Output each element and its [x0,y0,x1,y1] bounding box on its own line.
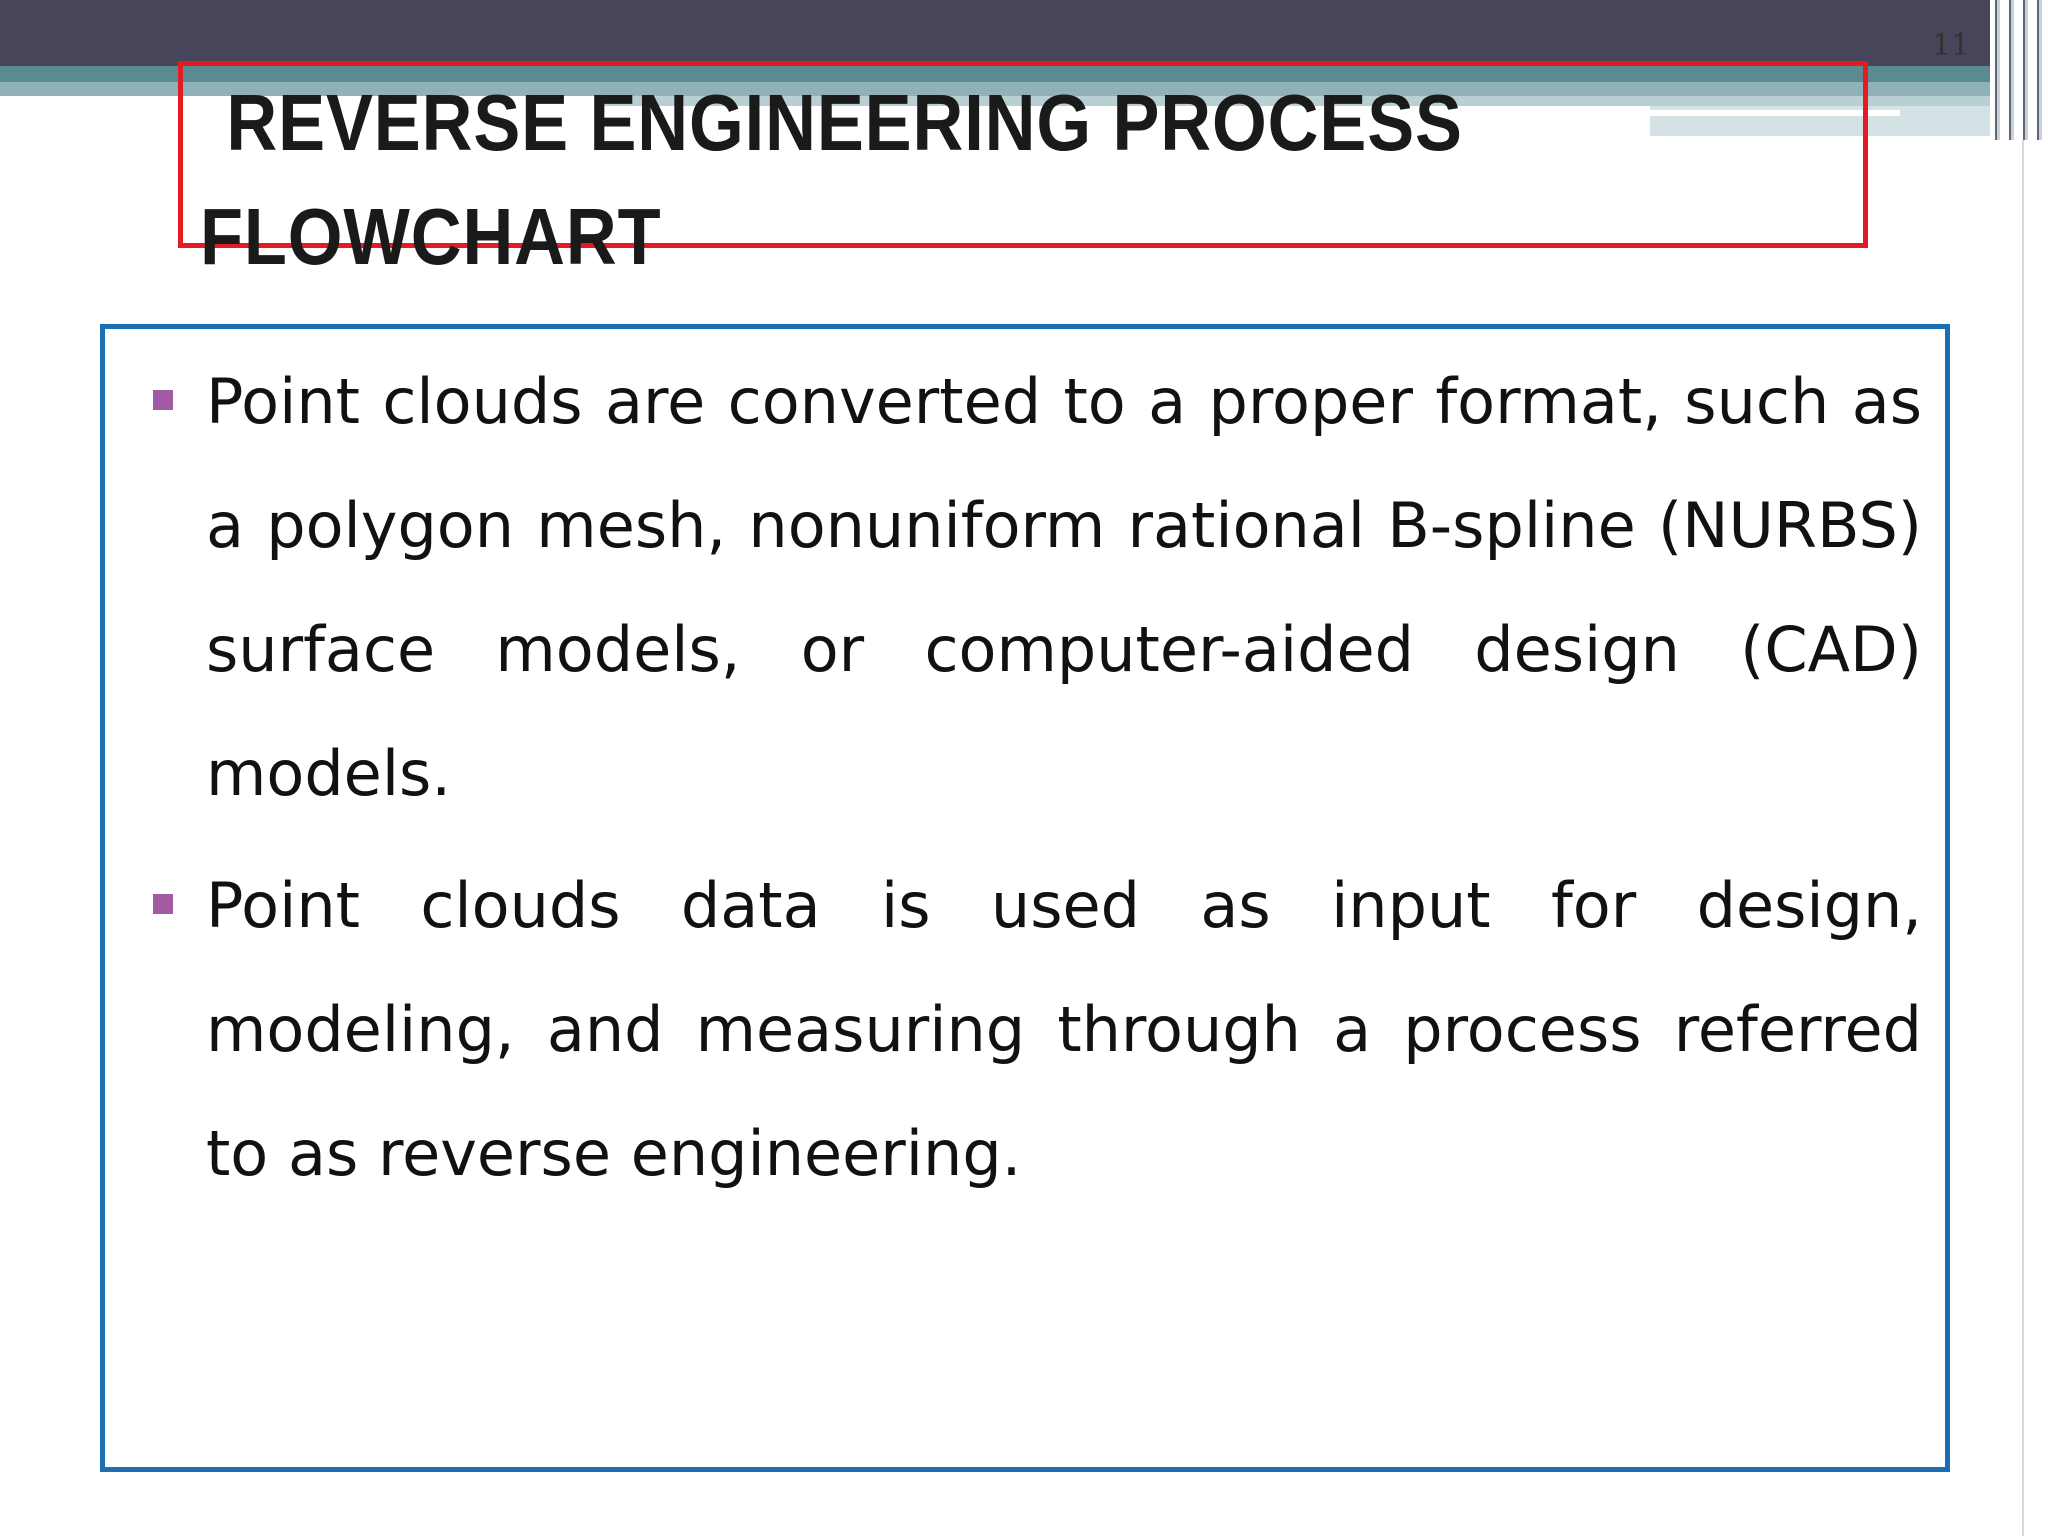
square-bullet-icon [153,390,173,410]
corner-stripes-decoration [1990,0,2048,140]
slide-title-line-2: FLOWCHART [200,192,662,281]
slide-title-line-1: REVERSE ENGINEERING PROCESS [226,78,1463,167]
header-band [0,0,2048,66]
bullet-item [206,844,1922,1216]
slide-title [200,66,1696,294]
bullet-text: Point clouds are converted to a proper format, such as a polygon mesh, nonuniform rational B-spline (NURBS) surface models, or computer-aided design (CAD) models. [206,365,1922,810]
bullet-list [206,340,1922,1224]
bullet-item [206,340,1922,836]
right-edge-rule [2022,140,2024,1536]
slide-number: 11 [1932,28,1971,63]
bullet-text: Point clouds data is used as input for design, modeling, and measuring through a process referred to as reverse engineering. [206,869,1922,1190]
square-bullet-icon [153,894,173,914]
